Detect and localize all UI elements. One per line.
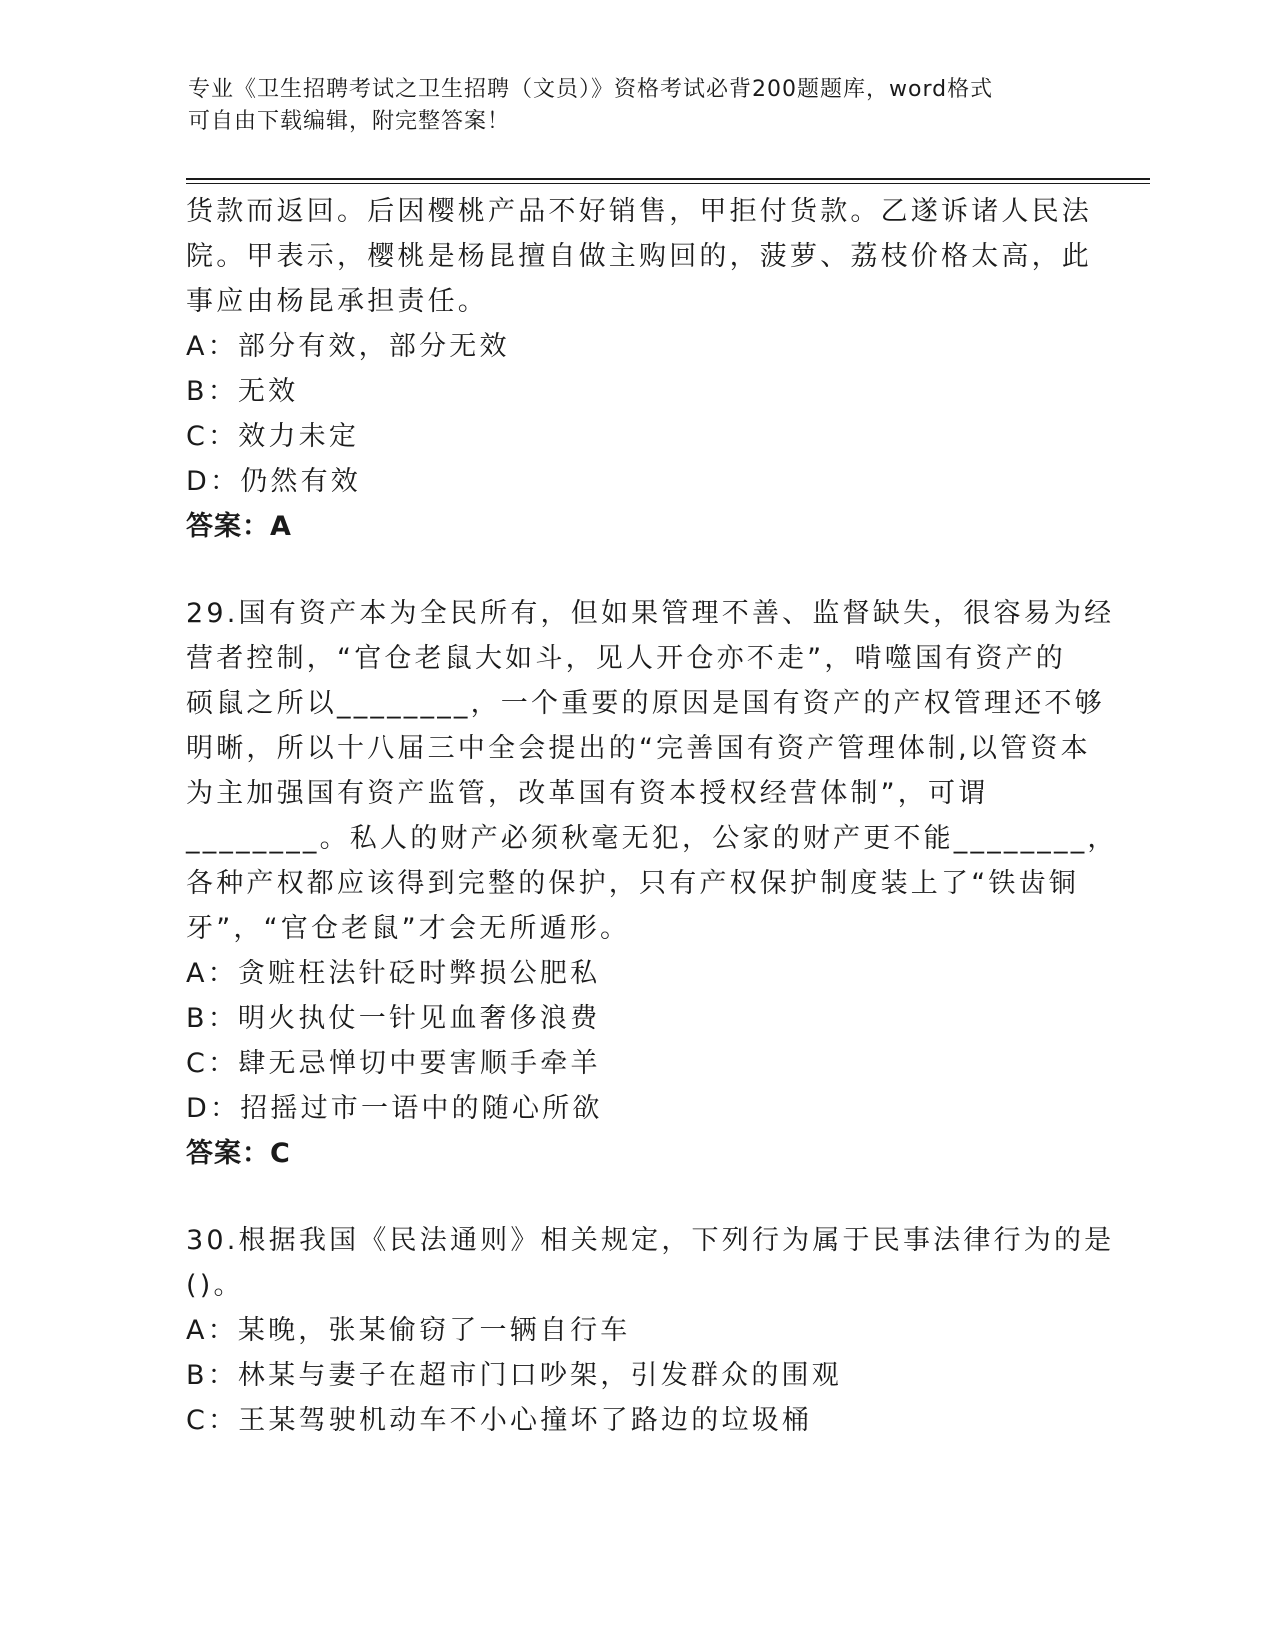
header-title-line-1: 专业《卫生招聘考试之卫生招聘（文员）》资格考试必背200题题库，word格式 xyxy=(188,77,994,102)
option-b: B：明火执仗一针见血奢侈浪费 xyxy=(186,1003,601,1034)
question-stem-line: 货款而返回。后因樱桃产品不好销售，甲拒付货款。乙遂诉诸人民法 xyxy=(186,196,1092,227)
question-spacer xyxy=(186,549,1066,591)
question-30 xyxy=(186,1218,1115,1443)
question-stem-line: 各种产权都应该得到完整的保护，只有产权保护制度装上了“铁齿铜 xyxy=(186,868,1079,899)
option-c: C：效力未定 xyxy=(186,421,360,452)
question-stem-line: 牙”，“官仓老鼠”才会无所遁形。 xyxy=(186,913,631,944)
question-stem-line: ()。 xyxy=(186,1270,244,1301)
question-29 xyxy=(186,591,1118,1176)
question-stem-line: 营者控制，“官仓老鼠大如斗，见人开仓亦不走”，啃噬国有资产的 xyxy=(186,643,1066,674)
question-stem-line: 明晰，所以十八届三中全会提出的“完善国有资产管理体制,以管资本 xyxy=(186,733,1091,764)
question-spacer xyxy=(186,1176,1066,1218)
option-a: A：部分有效，部分无效 xyxy=(186,331,510,362)
option-a: A：贪赃枉法针砭时弊损公肥私 xyxy=(186,958,601,989)
option-c: C：王某驾驶机动车不小心撞坏了路边的垃圾桶 xyxy=(186,1405,813,1436)
header-divider-thin xyxy=(186,183,1150,184)
option-a: A：某晚，张某偷窃了一辆自行车 xyxy=(186,1315,631,1346)
header-title-line-2: 可自由下载编辑，附完整答案！ xyxy=(188,109,511,134)
question-28 xyxy=(186,189,1092,549)
question-stem-line: ________。私人的财产必须秋毫无犯，公家的财产更不能________， xyxy=(186,823,1118,854)
option-b: B：无效 xyxy=(186,376,299,407)
question-stem-line: 为主加强国有资产监管，改革国有资本授权经营体制”，可谓 xyxy=(186,778,989,809)
question-stem-line: 29.国有资产本为全民所有，但如果管理不善、监督缺失，很容易为经 xyxy=(186,598,1115,629)
question-stem-line: 事应由杨昆承担责任。 xyxy=(186,286,488,317)
question-stem-line: 30.根据我国《民法通则》相关规定，下列行为属于民事法律行为的是 xyxy=(186,1225,1115,1256)
question-stem-line: 硕鼠之所以________，一个重要的原因是国有资产的产权管理还不够 xyxy=(186,688,1105,719)
question-content xyxy=(186,189,1118,1443)
answer-line: 答案：C xyxy=(186,1138,291,1169)
option-c: C：肆无忌惮切中要害顺手牵羊 xyxy=(186,1048,601,1079)
option-d: D：招摇过市一语中的随心所欲 xyxy=(186,1093,603,1124)
question-stem-line: 院。甲表示，樱桃是杨昆擅自做主购回的，菠萝、荔枝价格太高，此 xyxy=(186,241,1092,272)
header-divider-thick xyxy=(186,178,1150,180)
option-b: B：林某与妻子在超市门口吵架，引发群众的围观 xyxy=(186,1360,842,1391)
option-d: D：仍然有效 xyxy=(186,466,361,497)
answer-line: 答案：A xyxy=(186,511,292,542)
document-header xyxy=(188,74,1088,138)
